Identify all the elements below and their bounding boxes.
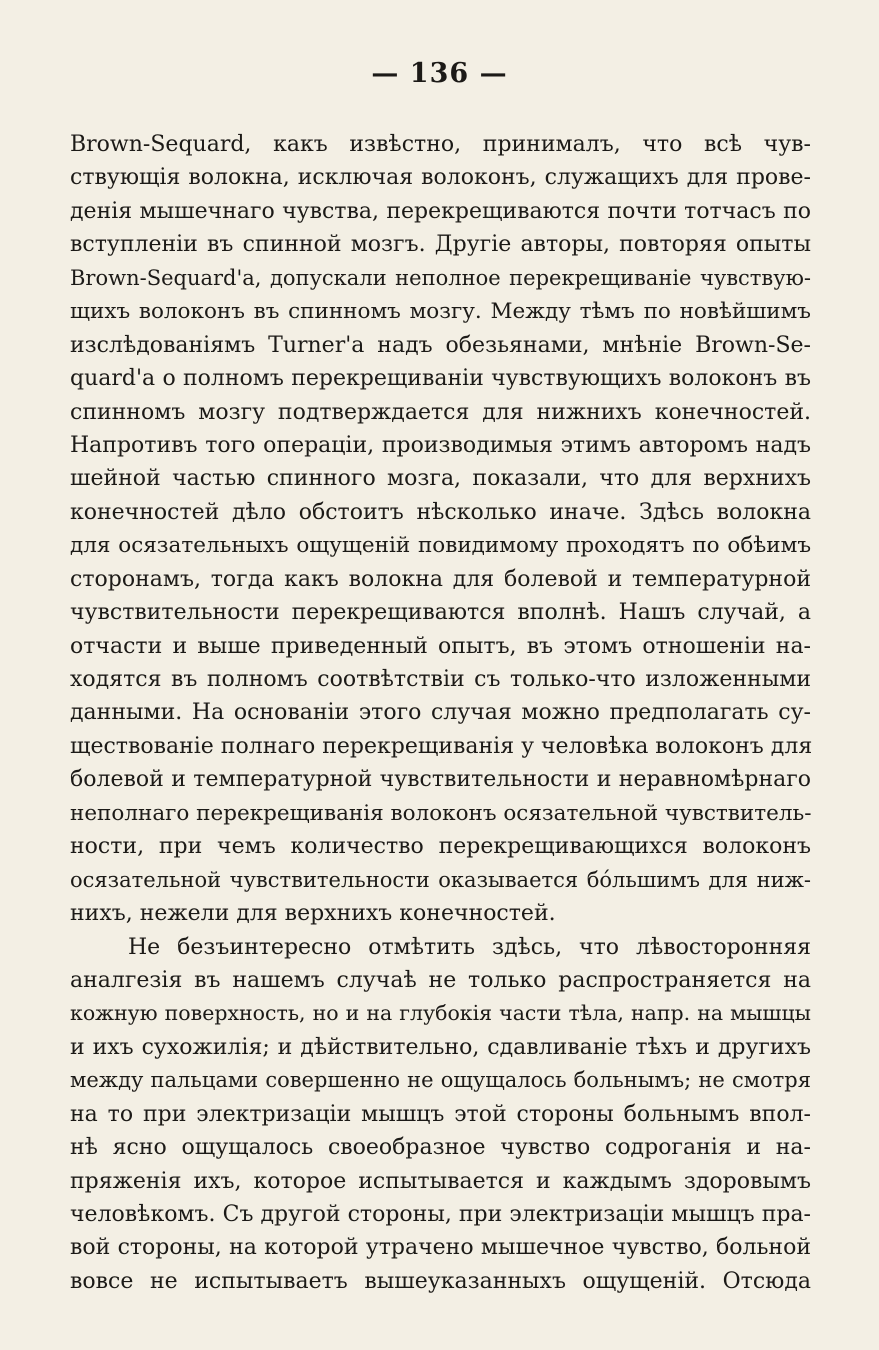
paragraph-1 xyxy=(70,128,811,931)
text-line: пряженія ихъ, которое испытывается и каждымъ здоровымъ xyxy=(70,1168,811,1194)
text-line: кожную поверхность, но и на глубокія части тѣла, напр. на мышцы xyxy=(70,1001,811,1026)
text-line: сторонамъ, тогда какъ волокна для болевой и температурной xyxy=(70,566,811,592)
page-number: — 136 — xyxy=(371,58,508,89)
text-line: Не безъинтересно отмѣтить здѣсь, что лѣвосторонняя xyxy=(128,934,811,960)
text-line: на то при электризаціи мышцъ этой стороны больнымъ впол- xyxy=(70,1101,811,1127)
text-line: и ихъ сухожилія; и дѣйствительно, сдавливаніе тѣхъ и другихъ xyxy=(70,1034,811,1060)
text-line: вовсе не испытываетъ вышеуказанныхъ ощущеній. Отсюда xyxy=(70,1268,811,1294)
text-line: изслѣдованіямъ Turner'а надъ обезьянами, мнѣніе Brown-Se- xyxy=(70,332,811,358)
text-line: осязательной чувствительности оказывается бо́льшимъ для ниж- xyxy=(70,867,811,892)
body-text xyxy=(70,128,811,1298)
text-line: ствующія волокна, исключая волоконъ, служащихъ для прове- xyxy=(70,165,811,191)
text-line: quard'а о полномъ перекрещиваніи чувствующихъ волоконъ въ xyxy=(70,366,811,392)
text-line: Brown-Sequard, какъ извѣстно, принималъ, что всѣ чув- xyxy=(70,132,811,157)
text-line: шейной частью спинного мозга, показали, что для верхнихъ xyxy=(70,466,811,492)
text-line: вступленіи въ спинной мозгъ. Другіе авторы, повторяя опыты xyxy=(70,232,811,258)
text-line: ходятся въ полномъ соотвѣтствіи съ только-что изложенными xyxy=(70,667,811,692)
text-line: вой стороны, на которой утрачено мышечное чувство, больной xyxy=(70,1235,811,1261)
text-line: между пальцами совершенно не ощущалось больнымъ; не смотря xyxy=(70,1068,811,1093)
text-line: Напротивъ того операціи, производимыя этимъ авторомъ надъ xyxy=(70,432,811,458)
text-line: человѣкомъ. Съ другой стороны, при электризаціи мышцъ пра- xyxy=(70,1202,811,1227)
text-line: спинномъ мозгу подтверждается для нижнихъ конечностей. xyxy=(70,399,811,425)
text-line: ности, при чемъ количество перекрещивающихся волоконъ xyxy=(70,834,811,860)
text-line: денія мышечнаго чувства, перекрещиваются почти тотчасъ по xyxy=(70,198,811,224)
text-line: данными. На основаніи этого случая можно предполагать су- xyxy=(70,700,811,726)
text-line: ществованіе полнаго перекрещиванія у человѣка волоконъ для xyxy=(70,733,813,759)
text-line: нихъ, нежели для верхнихъ конечностей. xyxy=(70,901,556,927)
text-line: нѣ ясно ощущалось своеобразное чувство содроганія и на- xyxy=(70,1135,811,1161)
text-line: Brown-Sequard'а, допускали неполное перекрещиваніе чувствую- xyxy=(70,265,811,290)
text-line: неполнаго перекрещиванія волоконъ осязательной чувствитель- xyxy=(70,800,812,826)
text-line: щихъ волоконъ въ спинномъ мозгу. Между тѣмъ по новѣйшимъ xyxy=(70,299,811,325)
paragraph-2 xyxy=(70,931,811,1299)
text-line: для осязательныхъ ощущеній повидимому проходятъ по обѣимъ xyxy=(70,533,811,559)
text-line: аналгезія въ нашемъ случаѣ не только распространяется на xyxy=(70,967,811,993)
text-line: отчасти и выше приведенный опытъ, въ этомъ отношеніи на- xyxy=(70,633,811,659)
text-line: конечностей дѣло обстоитъ нѣсколько иначе. Здѣсь волокна xyxy=(70,499,811,525)
text-line: чувствительности перекрещиваются вполнѣ. Нашъ случай, а xyxy=(70,600,811,626)
text-line: болевой и температурной чувствительности и неравномѣрнаго xyxy=(70,767,811,793)
